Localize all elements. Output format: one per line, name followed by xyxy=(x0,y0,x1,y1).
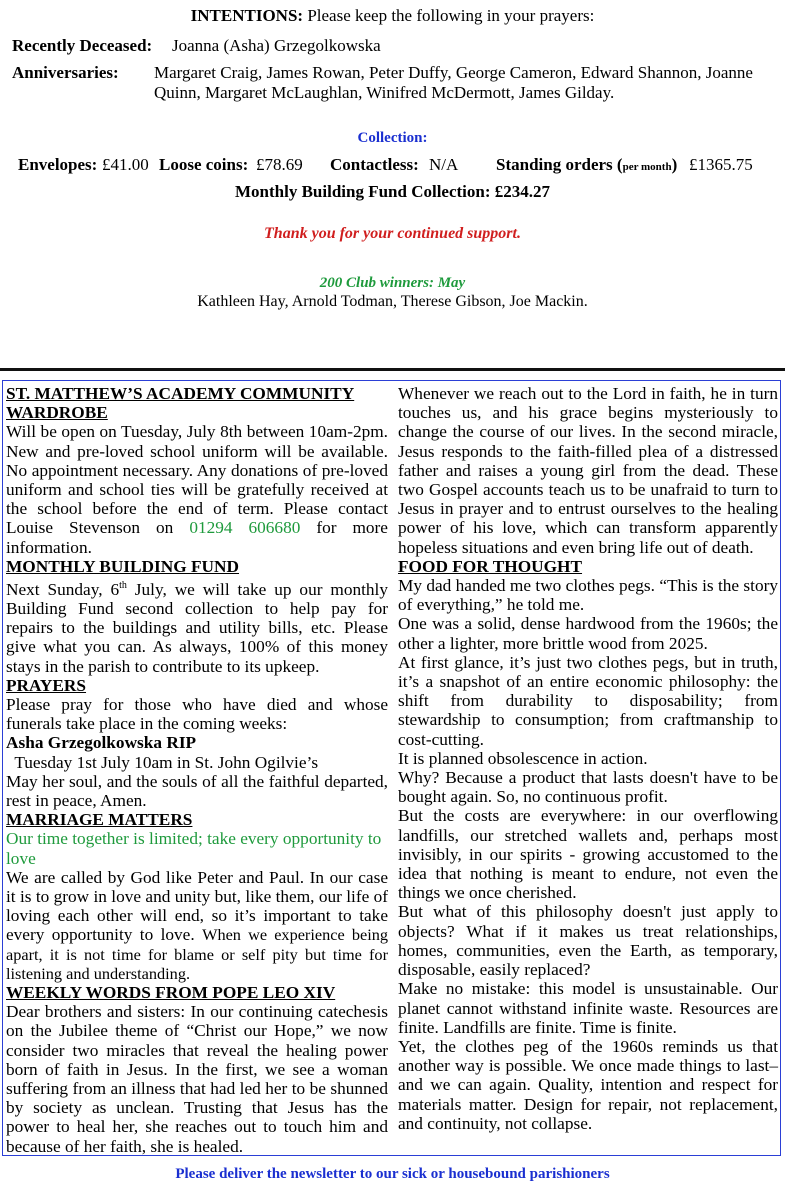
food-paragraph-9: Yet, the clothes peg of the 1960s reminds us that another way is possible. We once made things to last– and we can again. Quality, intention and respect for materials matter. Design for repair, not replacement, and continuity, not collapse. xyxy=(398,1036,778,1133)
envelopes-value: £41.00 xyxy=(102,155,149,174)
prayers-detail: Tuesday 1st July 10am in St. John Ogilvie’s xyxy=(6,752,319,772)
loose-coins-label: Loose coins: xyxy=(159,155,249,174)
prayers-heading: PRAYERS xyxy=(6,675,87,695)
envelopes-label: Envelopes: xyxy=(18,155,98,174)
food-paragraph-4: It is planned obsolescence in action. xyxy=(398,748,648,768)
intentions-header xyxy=(0,6,785,26)
contactless-value: N/A xyxy=(429,155,459,174)
thanks-message: Thank you for your continued support. xyxy=(264,225,521,242)
collection-title: Collection: xyxy=(357,130,428,146)
food-paragraph-6: But the costs are everywhere: in our overflowing landfills, our stretched wallets and, perhaps most invisibly, in our spirits - growing accustomed to the idea that nothing is meant to endure, not even the things we once cherished. xyxy=(398,806,778,903)
food-paragraph-1: My dad handed me two clothes pegs. “This is the story of everything,” he told me. xyxy=(398,576,778,615)
deceased-label: Recently Deceased: xyxy=(12,36,153,55)
food-paragraph-5: Why? Because a product that lasts doesn't have to be bought again. So, no continuous profit. xyxy=(398,768,778,807)
prayers-name: Asha Grzegolkowska RIP xyxy=(6,733,197,753)
building-fund-heading: MONTHLY BUILDING FUND xyxy=(6,556,240,576)
loose-coins-value: £78.69 xyxy=(256,155,303,174)
marriage-paragraph xyxy=(6,868,388,983)
wardrobe-tail: for more information. xyxy=(6,518,388,557)
divider xyxy=(0,368,785,371)
building-fund-total: Monthly Building Fund Collection: £234.27 xyxy=(234,182,551,201)
anniversaries-names: Margaret Craig, James Rowan, Peter Duffy, George Cameron, Edward Shannon, Joanne Quinn, Margaret McLaughlan, Winifred McDermott, James Gilday. xyxy=(154,63,753,102)
standing-orders-period: per month xyxy=(622,161,672,173)
fund-sup: th xyxy=(119,580,127,592)
pope-text: Dear brothers and sisters: In our continuing catechesis on the Jubilee theme of “Christ our Hope,” we now consider two miracles that reveal the healing power born of faith in Jesus. In the first, we see a woman suffering from an illness that had led her to be shunned by society as unclean. Trusting that Jesus has the power to heal her, she reaches out to touch him and because of her faith, she is healed. xyxy=(6,1002,388,1156)
fund-text-a: Next Sunday, 6 xyxy=(6,579,120,599)
food-heading: FOOD FOR THOUGHT xyxy=(398,556,583,576)
footer-note: Please deliver the newsletter to our sick or housebound parishioners xyxy=(175,1166,610,1182)
prayers-entry xyxy=(6,733,388,771)
club-winners: Kathleen Hay, Arnold Todman, Therese Gibson, Joe Mackin. xyxy=(197,293,588,310)
wardrobe-paragraph xyxy=(6,422,388,556)
pope-heading: WEEKLY WORDS FROM POPE LEO XIV xyxy=(6,983,336,1003)
marriage-text-b: When we experience being apart, it is not time for blame or self pity but time for listening and understanding. xyxy=(6,925,388,983)
wardrobe-phone[interactable]: 01294 606680 xyxy=(189,518,301,538)
deceased-name: Joanna (Asha) Grzegolkowska xyxy=(172,36,381,55)
standing-orders-close: ) xyxy=(671,155,678,174)
left-column xyxy=(6,384,388,1156)
building-fund-paragraph xyxy=(6,576,388,676)
prayers-close: May her soul, and the souls of all the faithful departed, rest in peace, Amen. xyxy=(6,771,388,811)
right-column xyxy=(398,384,778,1133)
marriage-subtitle: Our time together is limited; take every opportunity to love xyxy=(6,829,382,868)
recently-deceased xyxy=(12,36,381,56)
standing-orders-label xyxy=(496,155,677,175)
intentions-label: INTENTIONS: xyxy=(190,6,304,25)
intentions-text: Please keep the following in your prayers: xyxy=(303,6,595,25)
standing-orders-value: £1365.75 xyxy=(689,155,753,174)
anniversaries-label: Anniversaries: xyxy=(12,63,119,82)
wardrobe-heading: ST. MATTHEW’S ACADEMY COMMUNITY WARDROBE xyxy=(6,384,355,423)
pope-continued: Whenever we reach out to the Lord in faith, he in turn touches us, and his grace begins mysteriously to change the course of our lives. In the second miracle, Jesus responds to the faith-filled plea of a distressed father and raises a young girl from the dead. These two Gospel accounts teach us to be unafraid to turn to Jesus in prayer and to entrust ourselves to the healing power of his love, which can transform apparently hopeless situations and even bring life out of death. xyxy=(398,384,778,557)
standing-orders-text: Standing orders ( xyxy=(496,155,623,174)
fund-text-b: July, we will take up our monthly Building Fund second collection to help pay for repairs to the buildings and utility bills, etc. Please give what you can. As always, 100% of this money stays in the parish to contribute to its upkeep. xyxy=(6,579,388,676)
marriage-heading: MARRIAGE MATTERS xyxy=(6,810,193,830)
food-paragraph-3: At first glance, it’s just two clothes pegs, but in truth, it’s a snapshot of an entire economic philosophy: the shift from durability to disposability; from stewardship to consumption; from craftmanship to cost-cutting. xyxy=(398,652,778,749)
contactless-label: Contactless: xyxy=(330,155,419,174)
prayers-text: Please pray for those who have died and whose funerals take place in the coming weeks: xyxy=(6,695,388,734)
food-paragraph-8: Make no mistake: this model is unsustainable. Our planet cannot withstand infinite waste. Resources are finite. Landfills are finite. Time is finite. xyxy=(398,979,778,1037)
club-title: 200 Club winners: May xyxy=(319,275,466,291)
marriage-text-a: We are called by God like Peter and Paul. In our case it is to grow in love and unity but, like them, our life of loving each other will end, so it’s important to take every opportunity to love. xyxy=(6,867,388,945)
wardrobe-text: Will be open on Tuesday, July 8th between 10am-2pm. New and pre-loved school uniform will be available. No appointment necessary. Any donations of pre-loved uniform and school ties will be gratefully received at the school before the end of term. Please contact Louise Stevenson on xyxy=(6,422,388,538)
food-paragraph-2: One was a solid, dense hardwood from the 1960s; the other a lighter, more brittle wood from 2025. xyxy=(398,614,778,653)
food-paragraph-7: But what of this philosophy doesn't just apply to objects? What if it makes us treat relationships, homes, communities, even the Earth, as temporary, disposable, easily replaced? xyxy=(398,902,778,980)
